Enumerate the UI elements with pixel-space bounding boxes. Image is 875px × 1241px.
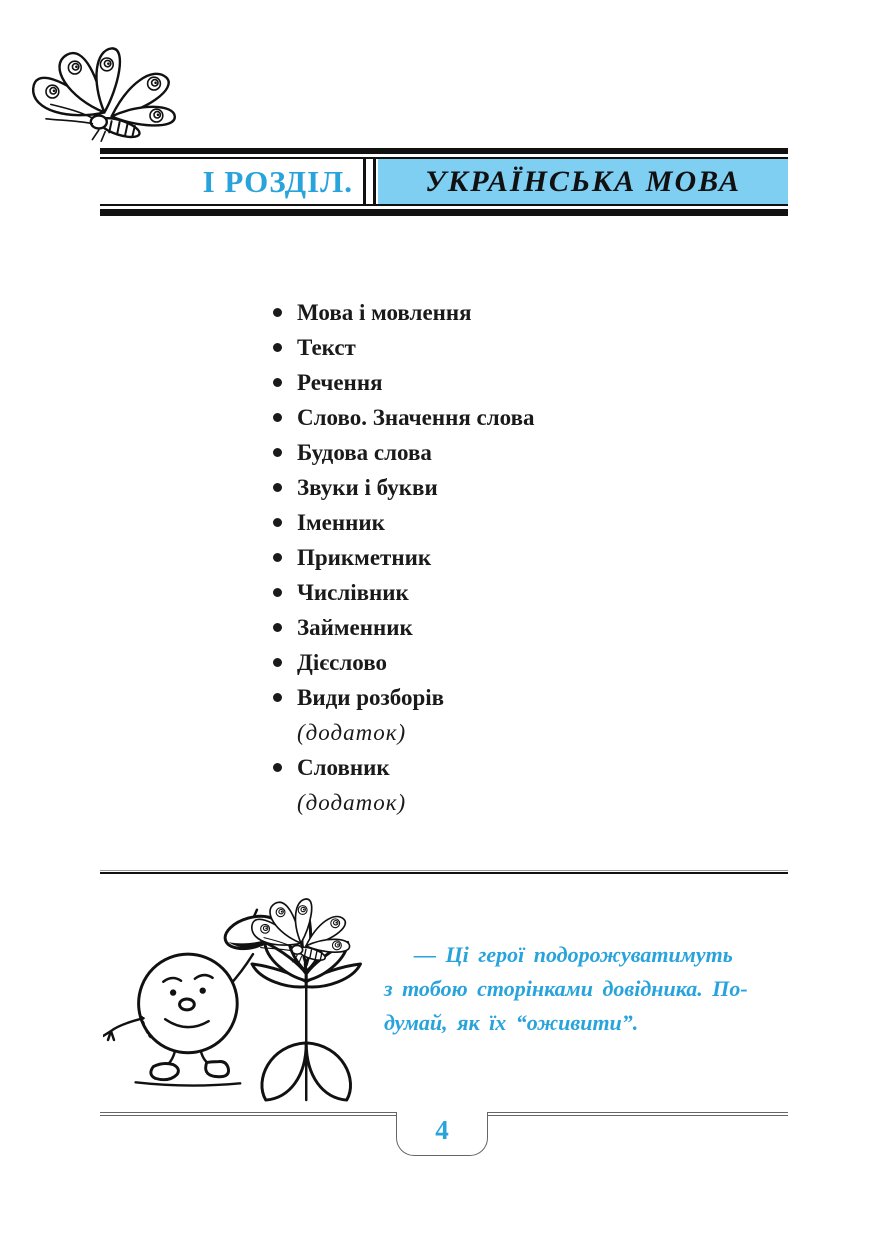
bullet-icon [273,308,282,317]
toc-item [273,400,535,435]
bullet-icon [273,413,282,422]
quote-line: думай, як їх “оживити”. [384,1010,639,1035]
section-title-cell [378,159,788,204]
bullet-icon [273,763,282,772]
quote-paragraph [384,938,792,1040]
toc-item [273,365,535,400]
mascots-illustration [103,893,401,1105]
toc-list [273,295,535,820]
toc-label: Дієслово [297,650,387,675]
toc-note: (додаток) [297,790,407,815]
toc-item [273,330,535,365]
toc-item [273,540,535,575]
quote-line: з тобою сторінками довідника. По- [384,976,748,1001]
page-number: 4 [435,1115,449,1145]
page-number-tab [396,1112,488,1156]
bullet-icon [273,483,282,492]
chapter-cell [100,159,363,204]
quote-line: — Ці герої подорожуватимуть [414,942,733,967]
toc-label: Іменник [297,510,385,535]
toc-item [273,435,535,470]
toc-label: Будова слова [297,440,432,465]
header-separator [363,159,376,204]
toc-label: Речення [297,370,383,395]
toc-label: Словник [297,755,390,780]
toc-label: Текст [297,335,356,360]
bullet-icon [273,518,282,527]
bullet-icon [273,588,282,597]
butterfly-icon [22,34,190,162]
bullet-icon [273,343,282,352]
toc-item [273,645,535,680]
toc-label: Види розборів [297,685,445,710]
bullet-icon [273,553,282,562]
bullet-icon [273,658,282,667]
toc-label: Числівник [297,580,409,605]
chapter-header [100,148,788,216]
bullet-icon [273,623,282,632]
toc-note: (додаток) [297,720,407,745]
toc-item [273,575,535,610]
bullet-icon [273,448,282,457]
section-divider-rule [100,870,788,874]
toc-item [273,610,535,645]
toc-item [273,470,535,505]
toc-item [273,295,535,330]
bullet-icon [273,378,282,387]
toc-item [273,505,535,540]
toc-label: Прикметник [297,545,432,570]
chapter-label: І РОЗДІЛ. [202,163,353,199]
toc-label: Мова і мовлення [297,300,472,325]
toc-label: Слово. Значення слова [297,405,535,430]
toc-label: Звуки і букви [297,475,438,500]
bullet-icon [273,693,282,702]
section-title: УКРАЇНСЬКА МОВА [424,164,742,198]
toc-item [273,680,535,750]
toc-label: Займенник [297,615,413,640]
header-bottom-thick-rule [100,209,788,216]
toc-item [273,750,535,820]
